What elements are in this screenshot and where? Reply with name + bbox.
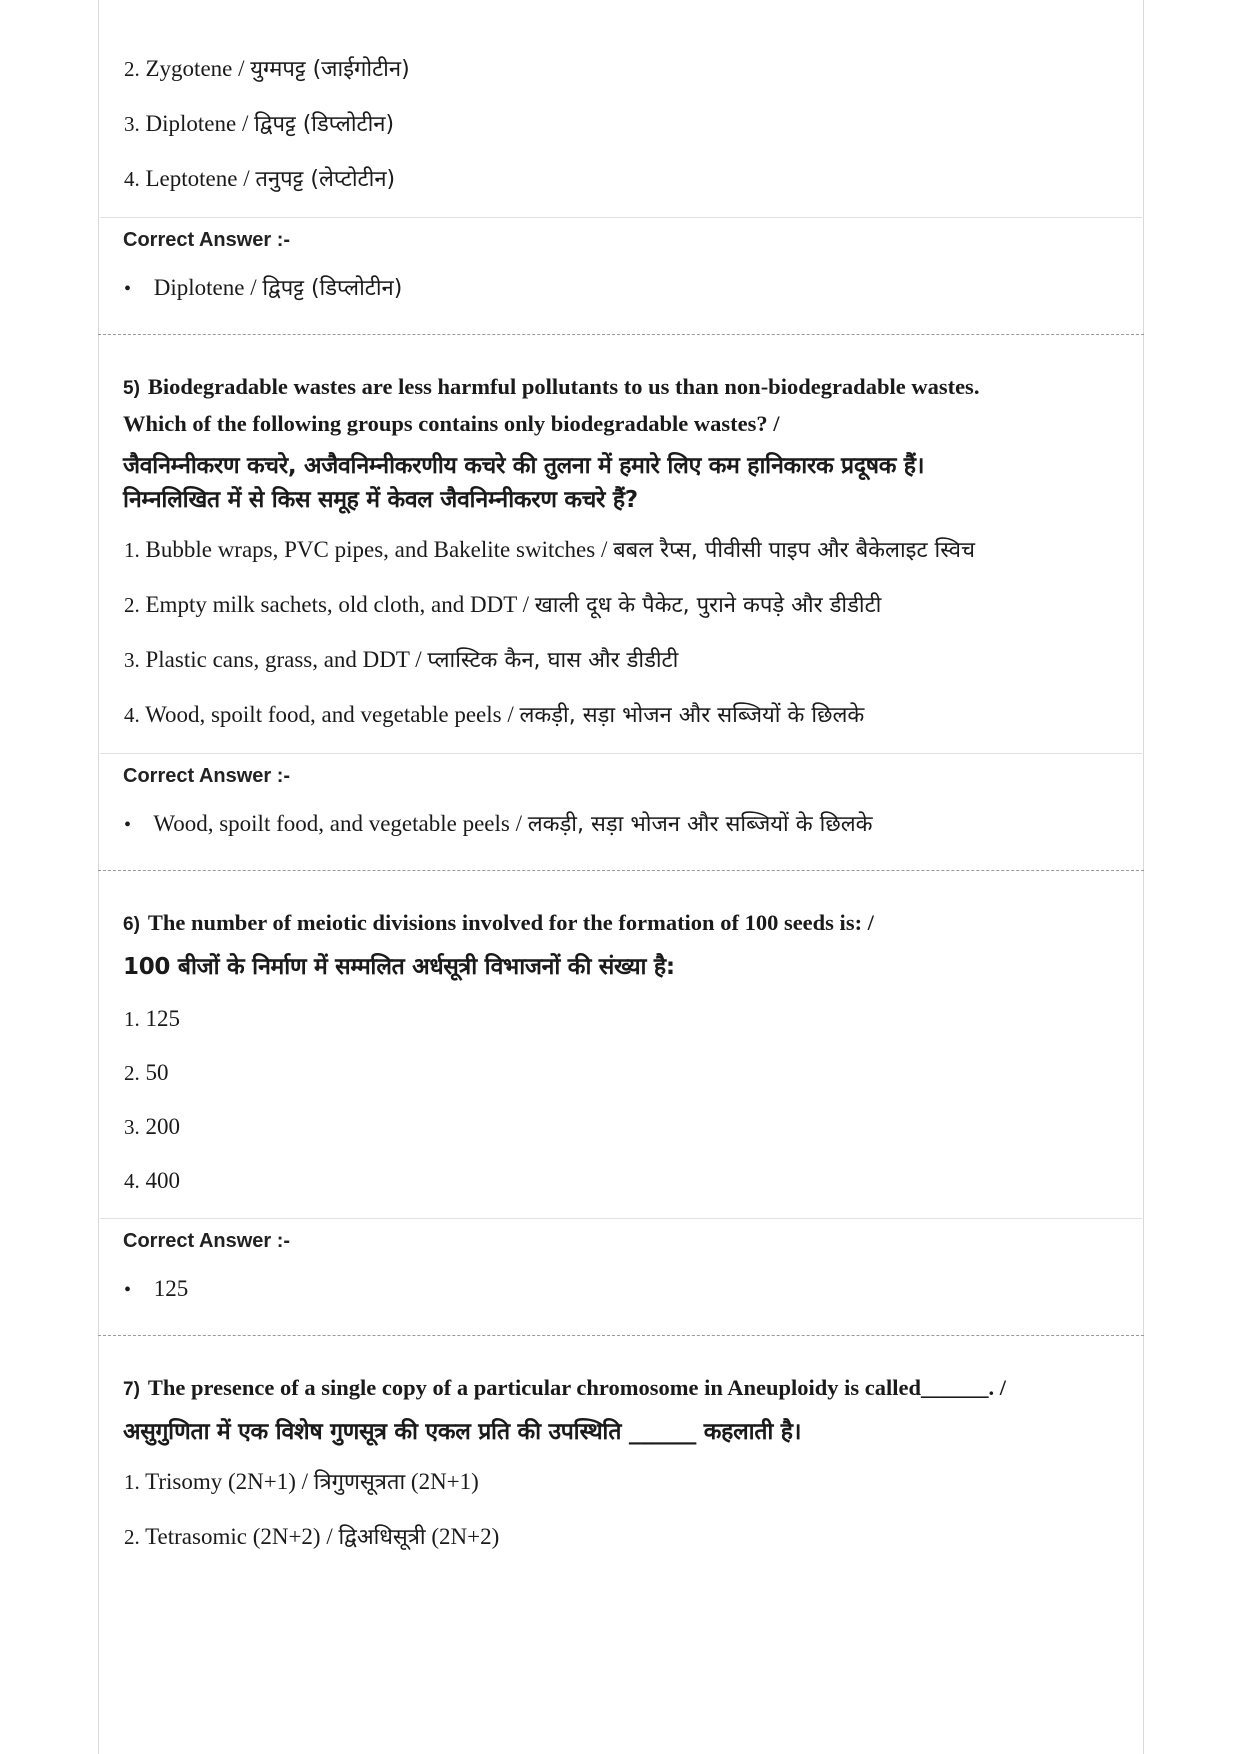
correct-answer [98, 1274, 1144, 1305]
option-text-en: Tetrasomic (2N+2) / [145, 1524, 333, 1549]
question-text-en [98, 1370, 1133, 1407]
option-2[interactable] [98, 1058, 1144, 1088]
question-number: 5) [123, 378, 140, 399]
option-text-hi: द्विपट्ट (डिप्लोटीन) [254, 112, 395, 137]
question-4-continuation [98, 0, 1144, 335]
option-1[interactable] [98, 535, 1144, 566]
option-number: 4. [124, 1169, 140, 1193]
question-en-line-1: Biodegradable wastes are less harmful pollutants to us than non-biodegradable wastes. [147, 374, 980, 399]
question-text-hi [98, 1415, 1133, 1449]
bullet-icon: • [124, 814, 132, 836]
option-text-en: 400 [145, 1168, 180, 1193]
question-en-line-1: The number of meiotic divisions involved for the formation of 100 seeds is: / [147, 910, 874, 935]
bullet-icon: • [124, 278, 132, 300]
correct-answer [98, 273, 1144, 304]
option-text-hi: खाली दूध के पैकेट, पुराने कपड़े और डीडीटी [534, 593, 882, 618]
correct-answer-en: 125 [153, 1276, 189, 1301]
option-number: 4. [124, 703, 140, 727]
option-number: 2. [124, 593, 140, 617]
option-3[interactable] [98, 645, 1144, 676]
question-text-hi [98, 449, 1133, 517]
option-3[interactable] [98, 1112, 1144, 1142]
option-2[interactable] [98, 54, 1144, 85]
option-4[interactable] [98, 1166, 1144, 1196]
option-4[interactable] [98, 700, 1144, 731]
correct-answer-label: Correct Answer :- [123, 765, 291, 787]
option-text-hi: प्लास्टिक कैन, घास और डीडीटी [427, 648, 679, 673]
correct-answer-label: Correct Answer :- [123, 229, 291, 251]
question-5 [98, 335, 1144, 871]
question-hi-line-1: जैवनिम्नीकरण कचरे, अजैवनिम्नीकरणीय कचरे की तुलना में हमारे लिए कम हानिकारक प्रदूषक हैं। [123, 453, 925, 479]
correct-answer-label: Correct Answer :- [123, 1230, 291, 1252]
option-text-en: Bubble wraps, PVC pipes, and Bakelite switches / [145, 537, 608, 562]
option-text-en: Trisomy (2N+1) / [145, 1469, 309, 1494]
option-text-hi: त्रिगुणसूत्रता [313, 1470, 406, 1495]
question-7 [98, 1336, 1144, 1553]
question-en-line-1: The presence of a single copy of a particular chromosome in Aneuploidy is called______. / [147, 1375, 1007, 1400]
correct-answer-hi: द्विपट्ट (डिप्लोटीन) [262, 276, 403, 301]
question-hi-line-1: 100 बीजों के निर्माण में सम्मलित अर्धसूत्री विभाजनों की संख्या है: [123, 954, 675, 980]
question-text-hi [98, 950, 1133, 984]
option-text-en: Zygotene / [145, 56, 245, 81]
option-1[interactable] [98, 1467, 1144, 1498]
correct-answer-en: Diplotene / [153, 275, 257, 300]
option-text-hi: तनुपट्ट (लेप्टोटीन) [255, 167, 396, 192]
correct-answer [98, 809, 1144, 840]
question-6 [98, 871, 1144, 1336]
option-number: 1. [124, 1007, 140, 1031]
bullet-icon: • [124, 1279, 132, 1301]
option-text-en: 50 [145, 1060, 169, 1085]
option-text-en: Empty milk sachets, old cloth, and DDT / [145, 592, 529, 617]
option-text-en: Wood, spoilt food, and vegetable peels / [145, 702, 514, 727]
question-number: 6) [123, 914, 140, 935]
page-content [98, 0, 1144, 1553]
option-text-suffix: (2N+2) [431, 1524, 500, 1549]
correct-answer-hi: लकड़ी, सड़ा भोजन और सब्जियों के छिलके [527, 812, 873, 837]
option-number: 3. [124, 112, 140, 136]
option-text-hi: बबल रैप्स, पीवीसी पाइप और बैकेलाइट स्विच [613, 538, 975, 563]
option-number: 2. [124, 1061, 140, 1085]
option-text-en: Plastic cans, grass, and DDT / [145, 647, 422, 672]
option-2[interactable] [98, 1522, 1144, 1553]
question-hi-line-2: निम्नलिखित में से किस समूह में केवल जैवनिम्नीकरण कचरे हैं? [123, 487, 638, 513]
option-text-hi: युग्मपट्ट (जाईगोटीन) [250, 57, 410, 82]
option-1[interactable] [98, 1004, 1144, 1034]
option-number: 1. [124, 538, 140, 562]
option-text-suffix: (2N+1) [410, 1469, 479, 1494]
question-number: 7) [123, 1379, 140, 1400]
option-number: 2. [124, 1525, 140, 1549]
option-text-en: 125 [145, 1006, 180, 1031]
question-text-en [98, 905, 1133, 942]
option-number: 3. [124, 1115, 140, 1139]
option-text-hi: लकड़ी, सड़ा भोजन और सब्जियों के छिलके [519, 703, 865, 728]
option-number: 3. [124, 648, 140, 672]
correct-answer-en: Wood, spoilt food, and vegetable peels / [153, 811, 522, 836]
question-hi-line-1: असुगुणिता में एक विशेष गुणसूत्र की एकल प्रति की उपस्थिति ______ कहलाती है। [123, 1419, 802, 1445]
question-en-line-2: Which of the following groups contains only biodegradable wastes? / [123, 411, 780, 436]
option-text-en: Leptotene / [145, 166, 250, 191]
option-number: 2. [124, 57, 140, 81]
option-3[interactable] [98, 109, 1144, 140]
option-number: 1. [124, 1470, 140, 1494]
option-number: 4. [124, 167, 140, 191]
option-text-en: 200 [145, 1114, 180, 1139]
option-4[interactable] [98, 164, 1144, 195]
question-text-en [98, 369, 1133, 441]
option-2[interactable] [98, 590, 1144, 621]
option-text-hi: द्विअधिसूत्री [338, 1525, 426, 1550]
option-text-en: Diplotene / [145, 111, 249, 136]
